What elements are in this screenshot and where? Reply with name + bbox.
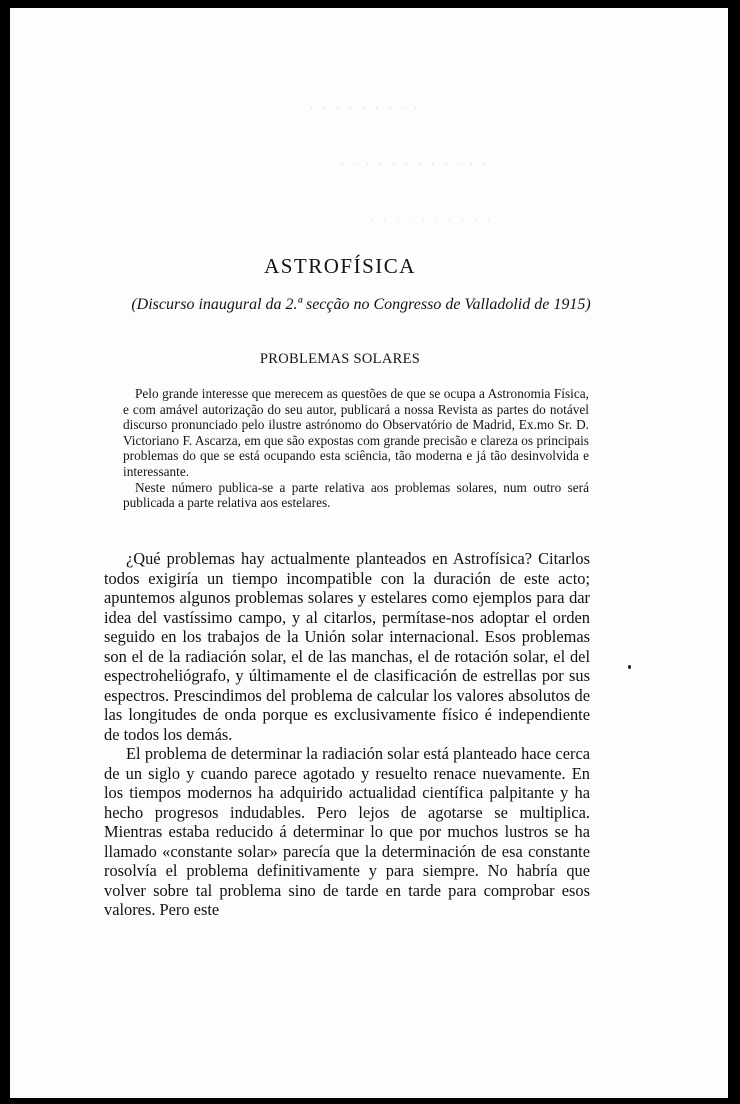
intro-paragraph: Neste número publica-se a parte relativa aos problemas solares, num outro será publicada a parte relativa aos estelares. [123,479,589,511]
section-heading: PROBLEMAS SOLARES [259,351,421,367]
body-paragraph: ¿Qué problemas hay actualmente planteados en Astrofísica? Citarlos todos exigiría un tiempo incompatible con la duración de este acto; apuntemos algunos problemas solares y estelares como ejemplos para dar idea del vastíssimo campo, y al citarlos, permítase-nos adoptar el orden seguido en los trabajos de la Unión solar internacional. Esos problemas son el de la radiación solar, el de las manchas, el de rotación solar, el del espectroheliógrafo, y últimamente el de clasificación de estrellas por sus espectros. Prescindimos del problema de calcular los valores absolutos de las longitudes de onda porque es exclusivamente físico é independiente de todos los demás. [104,549,590,744]
editorial-note [123,386,589,511]
article-title: ASTROFÍSICA [264,254,416,278]
intro-paragraph: Pelo grande interesse que merecem as questões de que se ocupa a Astronomia Física, e com amável autorização do seu autor, publicará a nossa Revista as partes do notável discurso pronunciado pelo ilustre astrónomo do Observatório de Madrid, Ex.mo Sr. D. Victoriano F. Ascarza, em que são expostas com grande precisão e clareza os principais problemas do que se está ocupando esta sciência, tão moderna e já tão desinvolvida e interessante. [123,386,589,479]
article-body [104,549,590,920]
body-paragraph: El problema de determinar la radiación solar está planteado hace cerca de un siglo y cuando parece agotado y resuelto renace nuevamente. En los tiempos modernos ha adquirido actualidad científica palpitante y ha hecho progresos indudables. Pero lejos de agotarse se multiplica. Mientras estaba reducido á determinar lo que por muchos lustros se ha llamado «constante solar» parecía que la determinación de esa constante rosolvía el problema definitivamente y para siempre. No habría que volver sobre tal problema sino de tarde en tarde para comprobar esos valores. Pero este [104,744,590,919]
article-subtitle: (Discurso inaugural da 2.ª secção no Congresso de Valladolid de 1915) [131,296,591,313]
bleed-through-text: · · · · · · · · · · · · [340,158,490,171]
ink-speck [628,665,631,669]
bleed-through-text: · · · · · · · · · [310,102,421,115]
document-page [10,8,728,1098]
bleed-through-text: · · · · · · · · · · [370,213,494,226]
